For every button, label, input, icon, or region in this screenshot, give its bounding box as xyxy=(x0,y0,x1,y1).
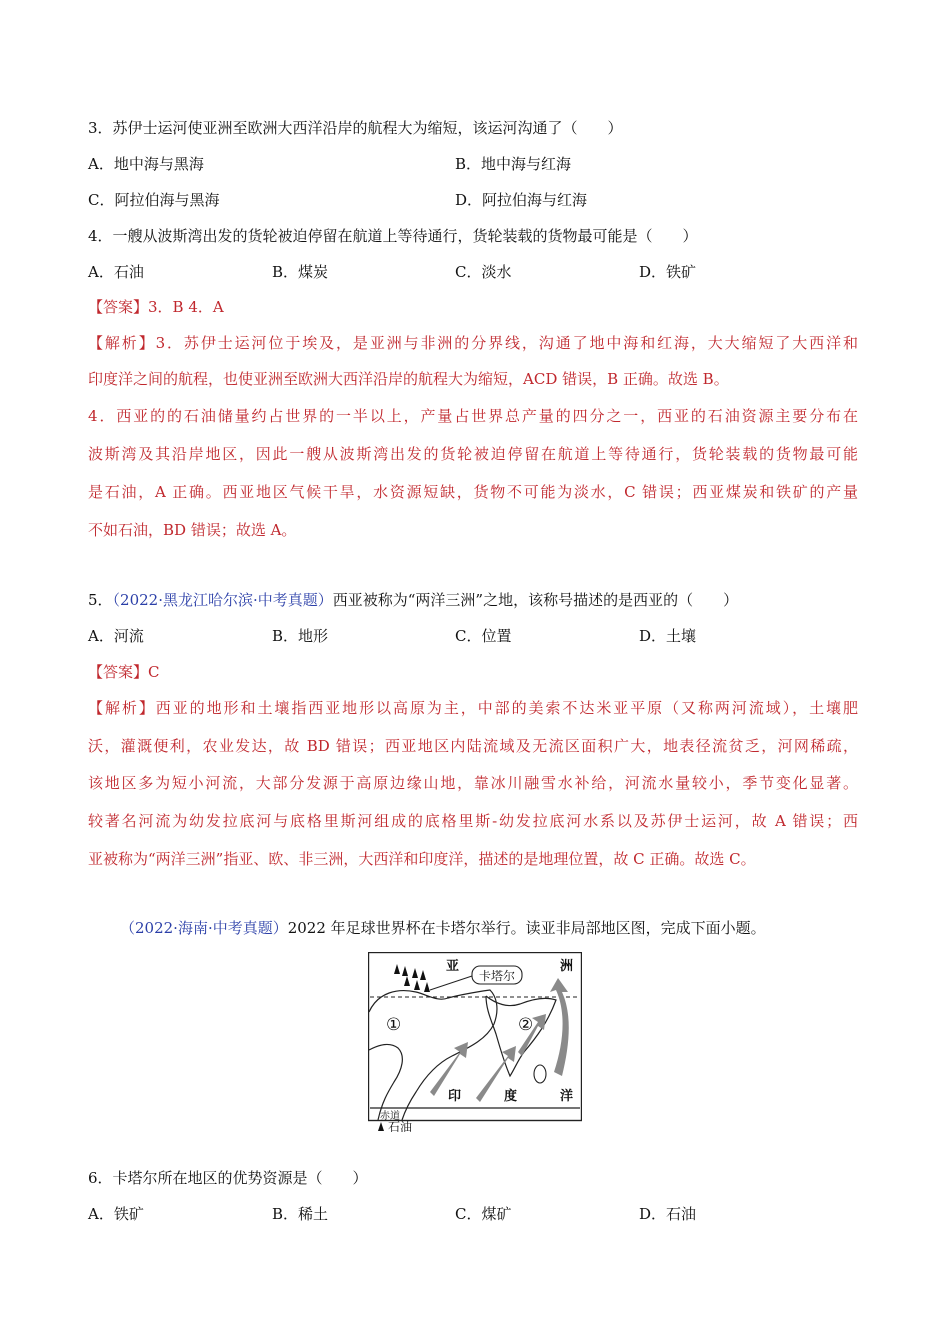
asia-africa-map xyxy=(368,952,582,1132)
analysis-5-line-3: 该地区多为短小河流，大部分发源于高原边缘山地，靠冰川融雪水补给，河流水量较小，季节变化显著。 xyxy=(88,774,858,792)
answer-text: C xyxy=(148,663,160,681)
map-label-yin: 印 xyxy=(448,1089,462,1104)
q5-option-a: A．河流 xyxy=(88,627,144,645)
map-label-region-2: ② xyxy=(518,1015,534,1035)
q5-number: 5． xyxy=(88,591,113,609)
analysis-3-4-line-1: 【解析】3．苏伊士运河位于埃及，是亚洲与非洲的分界线，沟通了地中海和红海，大大缩短了大西洋和 xyxy=(88,334,858,352)
map-label-region-1: ① xyxy=(386,1015,402,1035)
legend-oil-icon xyxy=(378,1122,384,1131)
analysis-label: 【解析】 xyxy=(88,699,156,717)
q5-stem xyxy=(88,590,738,610)
q4-option-a: A．石油 xyxy=(88,263,144,281)
analysis-label: 【解析】 xyxy=(88,334,156,352)
legend-oil-label: 石油 xyxy=(388,1120,413,1132)
map-label-zhou: 洲 xyxy=(560,959,574,974)
q5-option-b: B．地形 xyxy=(272,627,329,645)
q5-source: （2022·黑龙江哈尔滨·中考真题） xyxy=(112,591,333,609)
q6-option-d: D．石油 xyxy=(639,1205,697,1223)
map-label-equator: 赤道 xyxy=(380,1111,400,1122)
q3-option-c: C．阿拉伯海与黑海 xyxy=(88,191,220,209)
q6-intro-source: （2022·海南·中考真题） xyxy=(120,919,288,937)
q6-option-c: C．煤矿 xyxy=(455,1205,512,1223)
q6-intro-text: 2022 年足球世界杯在卡塔尔举行。读亚非局部地区图，完成下面小题。 xyxy=(287,919,766,937)
q4-stem: 4．一艘从波斯湾出发的货轮被迫停留在航道上等待通行，货轮装载的货物最可能是（ ） xyxy=(88,227,698,245)
answer-label: 【答案】 xyxy=(88,663,149,681)
q4-option-c: C．淡水 xyxy=(455,263,512,281)
map-label-yang: 洋 xyxy=(560,1089,574,1104)
q3-option-b: B．地中海与红海 xyxy=(455,155,572,173)
map-label-ya: 亚 xyxy=(446,959,460,974)
analysis-5-line-1: 【解析】西亚的地形和土壤指西亚地形以高原为主，中部的美索不达米亚平原（又称两河流域），土壤肥 xyxy=(88,699,858,717)
analysis-5-line-2: 沃，灌溉便利，农业发达，故 BD 错误；西亚地区内陆流域及无流区面积广大，地表径流贫乏，河网稀疏， xyxy=(88,737,858,755)
q5-text: 西亚被称为“两洋三洲”之地，该称号描述的是西亚的（ ） xyxy=(332,591,739,609)
analysis-3-4-line-2: 印度洋之间的航程，也使亚洲至欧洲大西洋沿岸的航程大为缩短，ACD 错误，B 正确。故选 B。 xyxy=(88,370,729,388)
q3-option-a: A．地中海与黑海 xyxy=(88,155,204,173)
analysis-3-4-line-3: 4．西亚的的石油储量约占世界的一半以上，产量占世界总产量的四分之一，西亚的石油资源主要分布在 xyxy=(88,407,858,425)
q4-option-b: B．煤炭 xyxy=(272,263,329,281)
map-label-du: 度 xyxy=(504,1089,518,1104)
analysis-5-line-5: 亚被称为“两洋三洲”指亚、欧、非三洲，大西洋和印度洋，描述的是地理位置，故 C 正确。故选 C。 xyxy=(88,850,756,868)
q6-option-b: B．稀土 xyxy=(272,1205,329,1223)
answer-block-3-4 xyxy=(88,297,224,317)
answer-text: 3．B 4．A xyxy=(148,298,224,316)
analysis-5-line-4: 较著名河流为幼发拉底河与底格里斯河组成的底格里斯-幼发拉底河水系以及苏伊士运河，故 A 错误；西 xyxy=(88,812,858,830)
q3-stem: 3．苏伊士运河使亚洲至欧洲大西洋沿岸的航程大为缩短，该运河沟通了（ ） xyxy=(88,119,623,137)
answer-label: 【答案】 xyxy=(88,298,149,316)
q6-intro xyxy=(120,918,766,938)
analysis-3-4-line-5: 是石油，A 正确。西亚地区气候干旱，水资源短缺，货物不可能为淡水，C 错误；西亚煤炭和铁矿的产量 xyxy=(88,483,858,501)
q4-option-d: D．铁矿 xyxy=(639,263,697,281)
q3-option-d: D．阿拉伯海与红海 xyxy=(455,191,588,209)
analysis-3-4-line-6: 不如石油，BD 错误；故选 A。 xyxy=(88,521,297,539)
q5-option-d: D．土壤 xyxy=(639,627,697,645)
q6-option-a: A．铁矿 xyxy=(88,1205,144,1223)
q6-stem: 6．卡塔尔所在地区的优势资源是（ ） xyxy=(88,1169,368,1187)
answer-block-5 xyxy=(88,662,160,682)
analysis-3-4-line-4: 波斯湾及其沿岸地区，因此一艘从波斯湾出发的货轮被迫停留在航道上等待通行，货轮装载的货物最可能 xyxy=(88,445,858,463)
map-label-qatar: 卡塔尔 xyxy=(478,969,516,983)
q5-option-c: C．位置 xyxy=(455,627,512,645)
